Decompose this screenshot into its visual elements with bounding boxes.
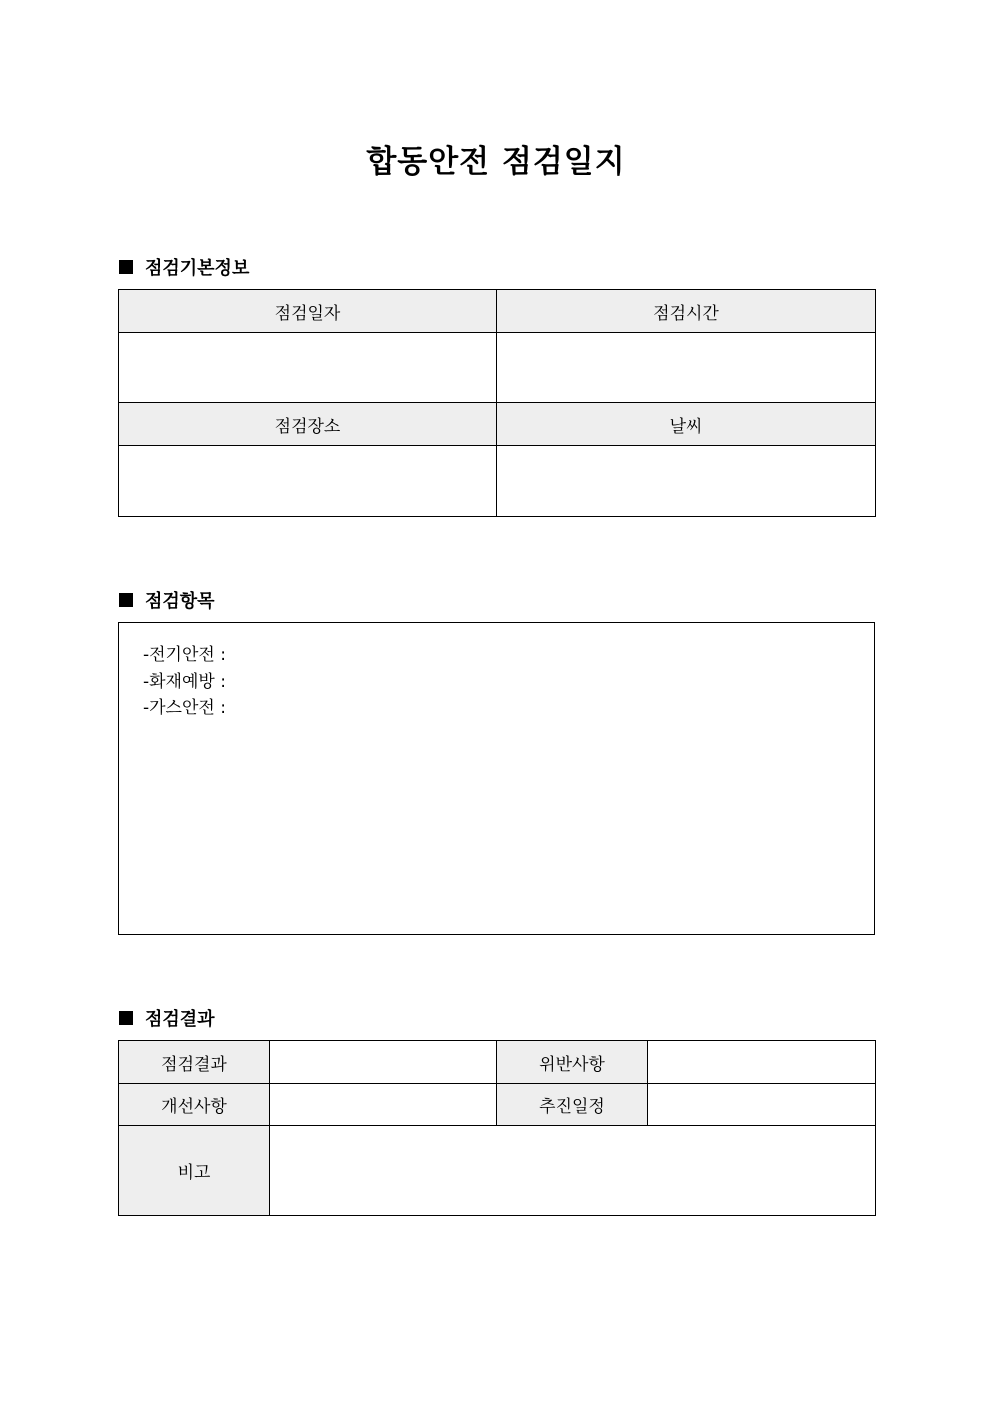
basic-info-table [118,289,876,517]
inspection-date-label: 점검일자 [119,290,497,333]
weather-field[interactable] [497,446,876,517]
page-title: 합동안전 점검일지 [366,144,626,180]
basic-info-heading [119,254,249,280]
results-heading [119,1005,215,1031]
square-bullet-icon [119,593,133,607]
inspection-place-field[interactable] [119,446,497,517]
results-table [118,1040,876,1216]
violation-field[interactable] [648,1041,876,1084]
inspection-place-label: 점검장소 [119,403,497,446]
results-heading-text: 점검결과 [145,1009,215,1030]
item-line-gas: -가스안전 : [143,698,226,718]
basic-info-heading-text: 점검기본정보 [145,258,250,279]
remarks-field[interactable] [270,1126,876,1216]
items-heading [119,587,215,613]
item-line-fire: -화재예방 : [143,671,226,692]
violation-label: 위반사항 [497,1041,648,1084]
item-line-electric: -전기안전 : [143,645,226,665]
square-bullet-icon [119,260,133,274]
square-bullet-icon [119,1011,133,1025]
inspection-time-label: 점검시간 [497,290,876,333]
inspection-items-box[interactable] [118,622,875,935]
weather-label: 날씨 [497,403,876,446]
inspection-time-field[interactable] [497,333,876,403]
improvement-label: 개선사항 [119,1084,270,1126]
items-heading-text: 점검항목 [145,591,215,612]
schedule-field[interactable] [648,1084,876,1126]
improvement-field[interactable] [270,1084,497,1126]
remarks-label: 비고 [119,1126,270,1216]
result-label: 점검결과 [119,1041,270,1084]
schedule-label: 추진일정 [497,1084,648,1126]
result-field[interactable] [270,1041,497,1084]
inspection-date-field[interactable] [119,333,497,403]
